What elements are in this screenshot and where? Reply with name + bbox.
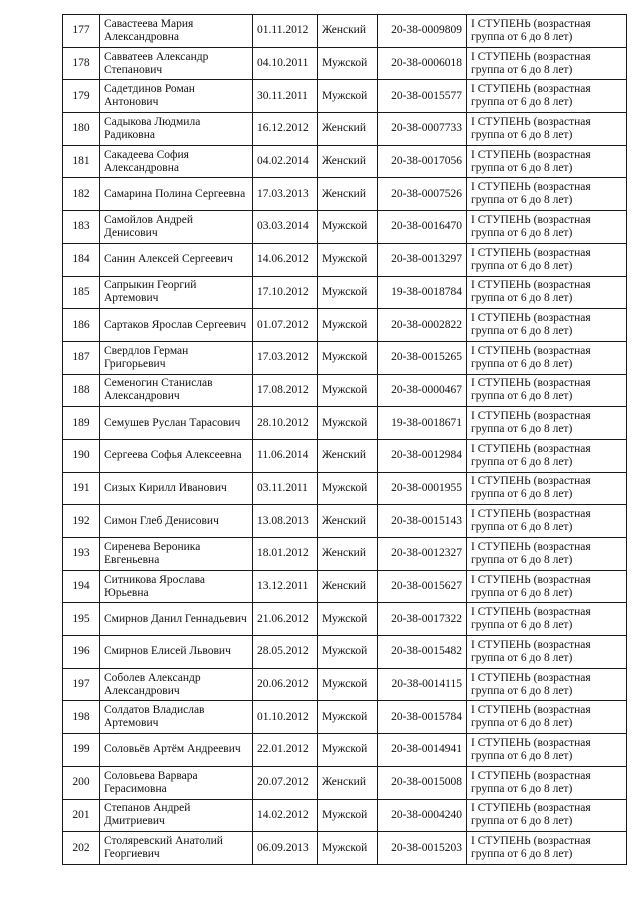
full-name-cell: Санин Алексей Сергеевич: [100, 243, 253, 276]
full-name-cell: Соловьева Варвара Герасимовна: [100, 766, 253, 799]
birth-date-cell: 20.06.2012: [253, 668, 318, 701]
gto-level-cell: I СТУПЕНЬ (возрастная группа от 6 до 8 лет): [467, 80, 627, 113]
gto-level-cell: I СТУПЕНЬ (возрастная группа от 6 до 8 лет): [467, 472, 627, 505]
uin-number-cell: 20-38-0015784: [378, 701, 467, 734]
gto-level-cell: I СТУПЕНЬ (возрастная группа от 6 до 8 лет): [467, 276, 627, 309]
uin-number-cell: 20-38-0006018: [378, 47, 467, 80]
row-number-cell: 193: [63, 538, 100, 571]
uin-number-cell: 20-38-0017056: [378, 145, 467, 178]
gender-cell: Женский: [318, 570, 378, 603]
full-name-cell: Солдатов Владислав Артемович: [100, 701, 253, 734]
birth-date-cell: 01.07.2012: [253, 309, 318, 342]
full-name-cell: Савватеев Александр Степанович: [100, 47, 253, 80]
gto-level-cell: I СТУПЕНЬ (возрастная группа от 6 до 8 лет): [467, 766, 627, 799]
gender-cell: Мужской: [318, 47, 378, 80]
full-name-cell: Смирнов Елисей Львович: [100, 636, 253, 669]
row-number-cell: 198: [63, 701, 100, 734]
full-name-cell: Савастеева Мария Александровна: [100, 15, 253, 48]
uin-number-cell: 20-38-0014115: [378, 668, 467, 701]
table-row: [63, 832, 627, 865]
gto-level-cell: I СТУПЕНЬ (возрастная группа от 6 до 8 лет): [467, 15, 627, 48]
table-row: [63, 701, 627, 734]
full-name-cell: Самарина Полина Сергеевна: [100, 178, 253, 211]
birth-date-cell: 17.03.2012: [253, 341, 318, 374]
gender-cell: Женский: [318, 145, 378, 178]
table-row: [63, 243, 627, 276]
full-name-cell: Самойлов Андрей Денисович: [100, 211, 253, 244]
gender-cell: Мужской: [318, 407, 378, 440]
uin-number-cell: 20-38-0015482: [378, 636, 467, 669]
gto-level-cell: I СТУПЕНЬ (возрастная группа от 6 до 8 лет): [467, 701, 627, 734]
uin-number-cell: 20-38-0007526: [378, 178, 467, 211]
birth-date-cell: 03.03.2014: [253, 211, 318, 244]
birth-date-cell: 04.10.2011: [253, 47, 318, 80]
table-row: [63, 113, 627, 146]
table-row: [63, 178, 627, 211]
gender-cell: Женский: [318, 505, 378, 538]
birth-date-cell: 28.05.2012: [253, 636, 318, 669]
full-name-cell: Сакадеева София Александровна: [100, 145, 253, 178]
row-number-cell: 177: [63, 15, 100, 48]
table-row: [63, 439, 627, 472]
gender-cell: Мужской: [318, 276, 378, 309]
birth-date-cell: 01.10.2012: [253, 701, 318, 734]
row-number-cell: 192: [63, 505, 100, 538]
table-row: [63, 47, 627, 80]
table-row: [63, 374, 627, 407]
uin-number-cell: 20-38-0016470: [378, 211, 467, 244]
birth-date-cell: 16.12.2012: [253, 113, 318, 146]
full-name-cell: Степанов Андрей Дмитриевич: [100, 799, 253, 832]
gender-cell: Женский: [318, 15, 378, 48]
gender-cell: Женский: [318, 113, 378, 146]
uin-number-cell: 20-38-0014941: [378, 734, 467, 767]
full-name-cell: Смирнов Данил Геннадьевич: [100, 603, 253, 636]
table-row: [63, 734, 627, 767]
participants-table: [62, 14, 627, 865]
gender-cell: Женский: [318, 766, 378, 799]
full-name-cell: Соловьёв Артём Андреевич: [100, 734, 253, 767]
table-row: [63, 603, 627, 636]
gto-level-cell: I СТУПЕНЬ (возрастная группа от 6 до 8 лет): [467, 341, 627, 374]
full-name-cell: Соболев Александр Александрович: [100, 668, 253, 701]
row-number-cell: 197: [63, 668, 100, 701]
row-number-cell: 179: [63, 80, 100, 113]
gender-cell: Мужской: [318, 472, 378, 505]
uin-number-cell: 20-38-0015143: [378, 505, 467, 538]
birth-date-cell: 30.11.2011: [253, 80, 318, 113]
table-row: [63, 211, 627, 244]
birth-date-cell: 06.09.2013: [253, 832, 318, 865]
birth-date-cell: 01.11.2012: [253, 15, 318, 48]
uin-number-cell: 20-38-0017322: [378, 603, 467, 636]
full-name-cell: Сартаков Ярослав Сергеевич: [100, 309, 253, 342]
row-number-cell: 187: [63, 341, 100, 374]
gto-level-cell: I СТУПЕНЬ (возрастная группа от 6 до 8 лет): [467, 243, 627, 276]
uin-number-cell: 20-38-0007733: [378, 113, 467, 146]
row-number-cell: 190: [63, 439, 100, 472]
gto-level-cell: I СТУПЕНЬ (возрастная группа от 6 до 8 лет): [467, 538, 627, 571]
uin-number-cell: 20-38-0015008: [378, 766, 467, 799]
table-row: [63, 570, 627, 603]
table-row: [63, 472, 627, 505]
gender-cell: Мужской: [318, 603, 378, 636]
gto-level-cell: I СТУПЕНЬ (возрастная группа от 6 до 8 лет): [467, 505, 627, 538]
birth-date-cell: 11.06.2014: [253, 439, 318, 472]
table-row: [63, 766, 627, 799]
gto-level-cell: I СТУПЕНЬ (возрастная группа от 6 до 8 лет): [467, 407, 627, 440]
table-row: [63, 80, 627, 113]
uin-number-cell: 20-38-0000467: [378, 374, 467, 407]
birth-date-cell: 14.06.2012: [253, 243, 318, 276]
uin-number-cell: 20-38-0013297: [378, 243, 467, 276]
full-name-cell: Садыкова Людмила Радиковна: [100, 113, 253, 146]
gto-level-cell: I СТУПЕНЬ (возрастная группа от 6 до 8 лет): [467, 374, 627, 407]
table-row: [63, 145, 627, 178]
full-name-cell: Семеногин Станислав Александрович: [100, 374, 253, 407]
full-name-cell: Семушев Руслан Тарасович: [100, 407, 253, 440]
gto-level-cell: I СТУПЕНЬ (возрастная группа от 6 до 8 лет): [467, 832, 627, 865]
birth-date-cell: 17.03.2013: [253, 178, 318, 211]
table-row: [63, 505, 627, 538]
birth-date-cell: 13.12.2011: [253, 570, 318, 603]
full-name-cell: Симон Глеб Денисович: [100, 505, 253, 538]
row-number-cell: 194: [63, 570, 100, 603]
gender-cell: Мужской: [318, 374, 378, 407]
gender-cell: Мужской: [318, 211, 378, 244]
gto-level-cell: I СТУПЕНЬ (возрастная группа от 6 до 8 лет): [467, 668, 627, 701]
row-number-cell: 191: [63, 472, 100, 505]
full-name-cell: Свердлов Герман Григорьевич: [100, 341, 253, 374]
gender-cell: Женский: [318, 538, 378, 571]
gender-cell: Мужской: [318, 341, 378, 374]
row-number-cell: 195: [63, 603, 100, 636]
table-row: [63, 538, 627, 571]
uin-number-cell: 20-38-0015627: [378, 570, 467, 603]
birth-date-cell: 18.01.2012: [253, 538, 318, 571]
table-row: [63, 799, 627, 832]
row-number-cell: 185: [63, 276, 100, 309]
row-number-cell: 189: [63, 407, 100, 440]
row-number-cell: 184: [63, 243, 100, 276]
full-name-cell: Ситникова Ярослава Юрьевна: [100, 570, 253, 603]
table-row: [63, 276, 627, 309]
gto-level-cell: I СТУПЕНЬ (возрастная группа от 6 до 8 лет): [467, 145, 627, 178]
row-number-cell: 178: [63, 47, 100, 80]
gto-level-cell: I СТУПЕНЬ (возрастная группа от 6 до 8 лет): [467, 734, 627, 767]
full-name-cell: Столяревский Анатолий Георгиевич: [100, 832, 253, 865]
birth-date-cell: 17.08.2012: [253, 374, 318, 407]
row-number-cell: 188: [63, 374, 100, 407]
uin-number-cell: 20-38-0015265: [378, 341, 467, 374]
gto-level-cell: I СТУПЕНЬ (возрастная группа от 6 до 8 лет): [467, 113, 627, 146]
gto-level-cell: I СТУПЕНЬ (возрастная группа от 6 до 8 лет): [467, 211, 627, 244]
gto-level-cell: I СТУПЕНЬ (возрастная группа от 6 до 8 лет): [467, 439, 627, 472]
gto-level-cell: I СТУПЕНЬ (возрастная группа от 6 до 8 лет): [467, 799, 627, 832]
birth-date-cell: 21.06.2012: [253, 603, 318, 636]
row-number-cell: 200: [63, 766, 100, 799]
birth-date-cell: 22.01.2012: [253, 734, 318, 767]
birth-date-cell: 28.10.2012: [253, 407, 318, 440]
gender-cell: Мужской: [318, 668, 378, 701]
gto-level-cell: I СТУПЕНЬ (возрастная группа от 6 до 8 лет): [467, 636, 627, 669]
full-name-cell: Сергеева Софья Алексеевна: [100, 439, 253, 472]
full-name-cell: Сиренева Вероника Евгеньевна: [100, 538, 253, 571]
gto-level-cell: I СТУПЕНЬ (возрастная группа от 6 до 8 лет): [467, 178, 627, 211]
birth-date-cell: 17.10.2012: [253, 276, 318, 309]
uin-number-cell: 20-38-0001955: [378, 472, 467, 505]
table-row: [63, 407, 627, 440]
gto-level-cell: I СТУПЕНЬ (возрастная группа от 6 до 8 лет): [467, 570, 627, 603]
gto-level-cell: I СТУПЕНЬ (возрастная группа от 6 до 8 лет): [467, 603, 627, 636]
gender-cell: Мужской: [318, 832, 378, 865]
full-name-cell: Садетдинов Роман Антонович: [100, 80, 253, 113]
gto-level-cell: I СТУПЕНЬ (возрастная группа от 6 до 8 лет): [467, 47, 627, 80]
table-row: [63, 15, 627, 48]
birth-date-cell: 14.02.2012: [253, 799, 318, 832]
full-name-cell: Сапрыкин Георгий Артемович: [100, 276, 253, 309]
gender-cell: Мужской: [318, 799, 378, 832]
uin-number-cell: 20-38-0012327: [378, 538, 467, 571]
table-row: [63, 636, 627, 669]
gender-cell: Женский: [318, 178, 378, 211]
row-number-cell: 202: [63, 832, 100, 865]
uin-number-cell: 20-38-0004240: [378, 799, 467, 832]
gender-cell: Мужской: [318, 243, 378, 276]
table-row: [63, 309, 627, 342]
row-number-cell: 183: [63, 211, 100, 244]
gender-cell: Женский: [318, 439, 378, 472]
birth-date-cell: 20.07.2012: [253, 766, 318, 799]
row-number-cell: 201: [63, 799, 100, 832]
gto-level-cell: I СТУПЕНЬ (возрастная группа от 6 до 8 лет): [467, 309, 627, 342]
uin-number-cell: 20-38-0009809: [378, 15, 467, 48]
row-number-cell: 199: [63, 734, 100, 767]
row-number-cell: 196: [63, 636, 100, 669]
gender-cell: Мужской: [318, 701, 378, 734]
uin-number-cell: 20-38-0002822: [378, 309, 467, 342]
uin-number-cell: 19-38-0018784: [378, 276, 467, 309]
row-number-cell: 181: [63, 145, 100, 178]
row-number-cell: 186: [63, 309, 100, 342]
uin-number-cell: 20-38-0015577: [378, 80, 467, 113]
row-number-cell: 182: [63, 178, 100, 211]
table-body: [63, 15, 627, 865]
table-row: [63, 341, 627, 374]
uin-number-cell: 20-38-0015203: [378, 832, 467, 865]
gender-cell: Мужской: [318, 80, 378, 113]
birth-date-cell: 04.02.2014: [253, 145, 318, 178]
gender-cell: Мужской: [318, 636, 378, 669]
table-row: [63, 668, 627, 701]
uin-number-cell: 20-38-0012984: [378, 439, 467, 472]
gender-cell: Мужской: [318, 734, 378, 767]
birth-date-cell: 03.11.2011: [253, 472, 318, 505]
birth-date-cell: 13.08.2013: [253, 505, 318, 538]
full-name-cell: Сизых Кирилл Иванович: [100, 472, 253, 505]
uin-number-cell: 19-38-0018671: [378, 407, 467, 440]
gender-cell: Мужской: [318, 309, 378, 342]
row-number-cell: 180: [63, 113, 100, 146]
document-page: [62, 14, 627, 865]
